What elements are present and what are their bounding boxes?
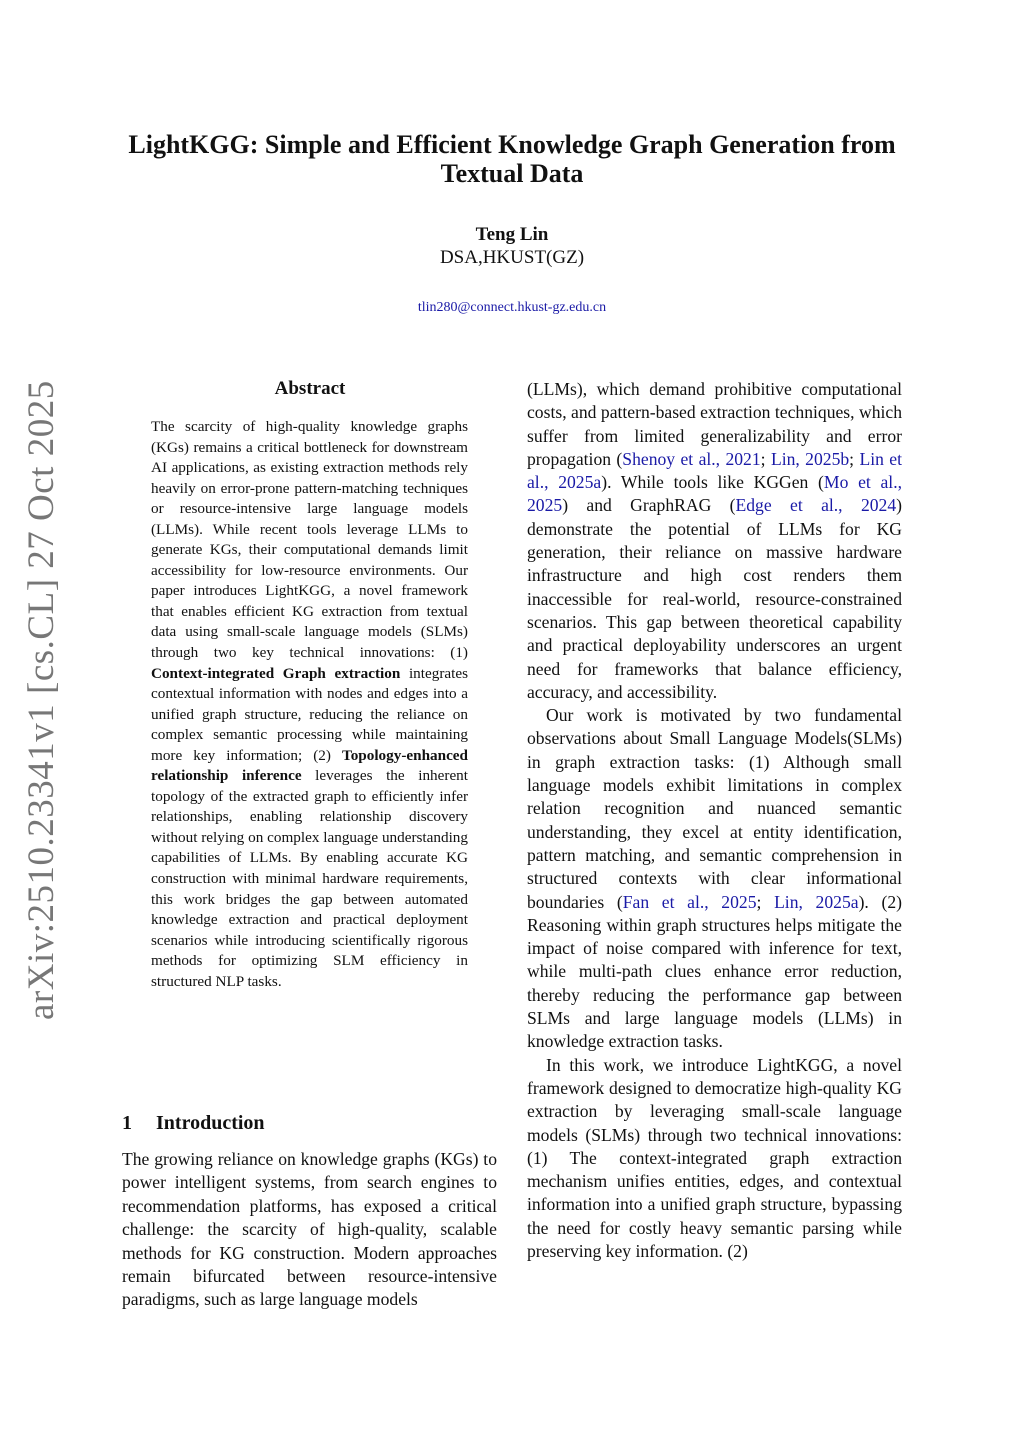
intro-text: ). (2) Reasoning within graph structures helps mitigate the impact of noise compared with inference for text, while multi-path clues enhance error reduction, thereby reducing the performance gap between SLMs and large language models (LLMs) in knowledge extraction tasks.	[527, 891, 902, 1052]
intro-paragraph	[527, 704, 902, 1053]
intro-paragraph	[527, 378, 902, 704]
abstract-heading: Abstract	[274, 378, 346, 399]
intro-right-column	[527, 378, 902, 1263]
abstract-part-2: integrates contextual information with nodes and edges into a unified graph structure, reducing the reliance on complex semantic processing while maintaining more key information; (2)	[151, 664, 468, 764]
author-name: Teng Lin	[475, 224, 549, 245]
abstract-text	[151, 417, 468, 992]
author-affiliation: DSA,HKUST(GZ)	[439, 247, 585, 268]
abstract-bold-1: Context-integrated Graph extraction	[151, 664, 401, 682]
section-title: Introduction	[156, 1112, 265, 1134]
citation-link[interactable]: Mo et al., 2025	[527, 472, 902, 516]
abstract-part-3: leverages the inherent topology of the extracted graph to efficiently infer relationships, enabling relationship discovery without relying on complex language understanding capabilities of LLMs. By enabling accurate KG construction with minimal hardware requirements, this work bridges the gap between automated knowledge extraction and practical deployment scenarios while introducing scientifically rigorous methods for optimizing SLM efficiency in structured NLP tasks.	[151, 767, 468, 990]
abstract-part-1: The scarcity of high-quality knowledge graphs (KGs) remains a critical bottleneck for downstream AI applications, as existing extraction methods rely heavily on error-prone pattern-matching techniques or resource-intensive large language models (LLMs). While recent tools leverage LLMs to generate KGs, their computational demands limit accessibility for low-resource environments. Our paper introduces LightKGG, a novel framework that enables efficient KG extraction from textual data using small-scale language models (SLMs) through two key technical innovations: (1)	[151, 418, 468, 662]
abstract-bold-2: Topology-enhanced relationship inference	[151, 746, 468, 785]
section-heading	[122, 1112, 502, 1135]
citation-separator: ;	[849, 448, 860, 469]
intro-text: ). While tools like KGGen (	[601, 472, 824, 493]
arxiv-identifier: arXiv:2510.23341v1 [cs.CL] 27 Oct 2025	[21, 380, 62, 1020]
citation-link[interactable]: Lin et al., 2025a	[527, 448, 902, 493]
citation-link[interactable]: Edge et al., 2024	[735, 495, 897, 516]
citation-separator: ;	[760, 448, 771, 469]
intro-paragraph: In this work, we introduce LightKGG, a novel framework designed to democratize high-quality KG extraction by leveraging small-scale language models (SLMs) through two technical innovations: (1) The context-integrated graph extraction mechanism unifies entities, edges, and contextual information into a unified graph structure, bypassing the need for costly heavy semantic parsing while preserving key information. (2)	[527, 1054, 902, 1261]
paper-title: LightKGG: Simple and Efficient Knowledge Graph Generation from Textual Data	[128, 130, 896, 188]
citation-link[interactable]: Lin, 2025a	[774, 891, 859, 912]
citation-separator: ;	[756, 891, 775, 912]
intro-text: ) and GraphRAG (	[562, 495, 736, 516]
section-number: 1	[122, 1112, 132, 1134]
author-email[interactable]: tlin280@connect.hkust-gz.edu.cn	[417, 300, 607, 315]
citation-link[interactable]: Shenoy et al., 2021	[622, 448, 761, 469]
citation-link[interactable]: Fan et al., 2025	[622, 891, 757, 912]
intro-text: Our work is motivated by two fundamental observations about Small Language Models(SLMs) in graph extraction tasks: (1) Although small language models exhibit limitations in complex relation recognition and nuanced semantic understanding, they excel at entity identification, pattern matching, and semantic comprehension in structured contexts with clear informational boundaries (	[527, 705, 902, 912]
intro-text: ) demonstrate the potential of LLMs for KG generation, their reliance on massive hardware infrastructure and high cost renders them inaccessible for real-world, resource-constrained scenarios. This gap between theoretical capability and practical deployability underscores an urgent need for frameworks that balance efficiency, accuracy, and accessibility.	[527, 495, 902, 702]
intro-left-column: The growing reliance on knowledge graphs (KGs) to power intelligent systems, from search engines to recommendation platforms, has exposed a critical challenge: the scarcity of high-quality, scalable methods for KG construction. Modern approaches remain bifurcated between resource-intensive paradigms, such as large language models	[122, 1149, 497, 1310]
citation-link[interactable]: Lin, 2025b	[770, 448, 850, 469]
intro-text: (LLMs), which demand prohibitive computational costs, and pattern-based extraction techniques, which suffer from limited generalizability and error propagation (	[527, 379, 902, 469]
